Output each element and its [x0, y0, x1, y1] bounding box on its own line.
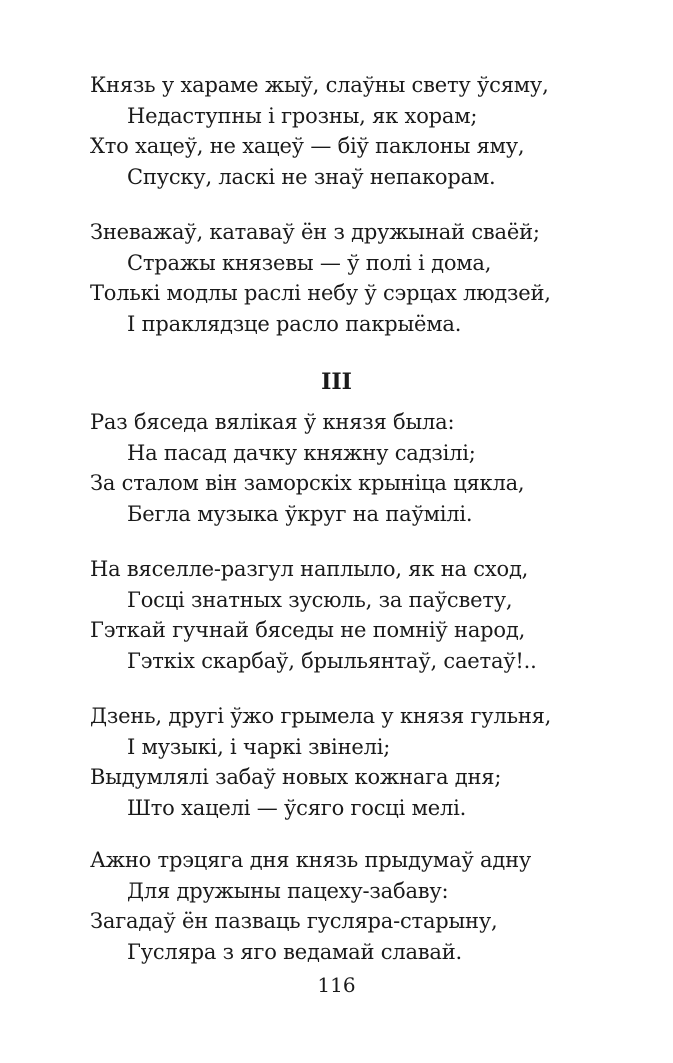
stanza-6 — [90, 845, 650, 967]
verse-line: Госці знатных зусюль, за паўсвету, — [127, 587, 513, 612]
verse-line: Выдумлялі забаў новых кожнага дня; — [90, 765, 502, 789]
verse-line: Гусляра з яго ведамай славай. — [127, 939, 463, 964]
verse-line: На вяселле-разгул наплыло, як на сход, — [90, 557, 529, 581]
verse-line: Раз бяседа вялікая ў князя была: — [90, 410, 455, 434]
verse-line: Спуску, ласкі не знаў непакорам. — [127, 164, 496, 189]
verse-line: Гэткай гучнай бяседы не помніў народ, — [90, 618, 526, 642]
verse-line: За сталом він заморскіх крыніца цякла, — [90, 471, 525, 495]
stanza-2 — [90, 217, 650, 339]
verse-line: Загадаў ён пазваць гусляра-старыну, — [90, 909, 498, 933]
verse-line: Гэткіх скарбаў, брыльянтаў, саетаў!.. — [127, 648, 537, 673]
verse-line: Што хацелі — ўсяго госці мелі. — [127, 795, 467, 820]
verse-line: Хто хацеў, не хацеў — біў паклоны яму, — [90, 134, 525, 158]
stanza-5 — [90, 701, 650, 823]
stanza-4 — [90, 554, 650, 676]
verse-line: Князь у хараме жыў, слаўны свету ўсяму, — [90, 73, 549, 97]
stanza-1 — [90, 70, 650, 192]
verse-line: Для дружыны пацеху-забаву: — [127, 878, 449, 903]
verse-line: І музыкі, і чаркі звінелі; — [127, 734, 391, 759]
verse-line: Дзень, другі ўжо грымела у князя гульня, — [90, 704, 552, 728]
verse-line: Стражы князевы — ў полі і дома, — [127, 250, 492, 275]
section-heading: III — [321, 369, 352, 395]
verse-line: Недаступны і грозны, як хорам; — [127, 103, 478, 128]
stanza-3 — [90, 407, 650, 529]
verse-line: На пасад дачку княжну садзілі; — [127, 440, 476, 465]
verse-line: Ажно трэцяга дня князь прыдумаў адну — [90, 848, 532, 872]
page-number: 116 — [317, 973, 356, 997]
verse-line: Зневажаў, катаваў ён з дружынай сваёй; — [90, 220, 540, 244]
verse-line: Толькі модлы раслі небу ў сэрцах людзей, — [90, 281, 551, 305]
verse-line: І праклядзце расло пакрыёма. — [127, 311, 462, 336]
verse-line: Бегла музыка ўкруг на паўмілі. — [127, 501, 473, 526]
